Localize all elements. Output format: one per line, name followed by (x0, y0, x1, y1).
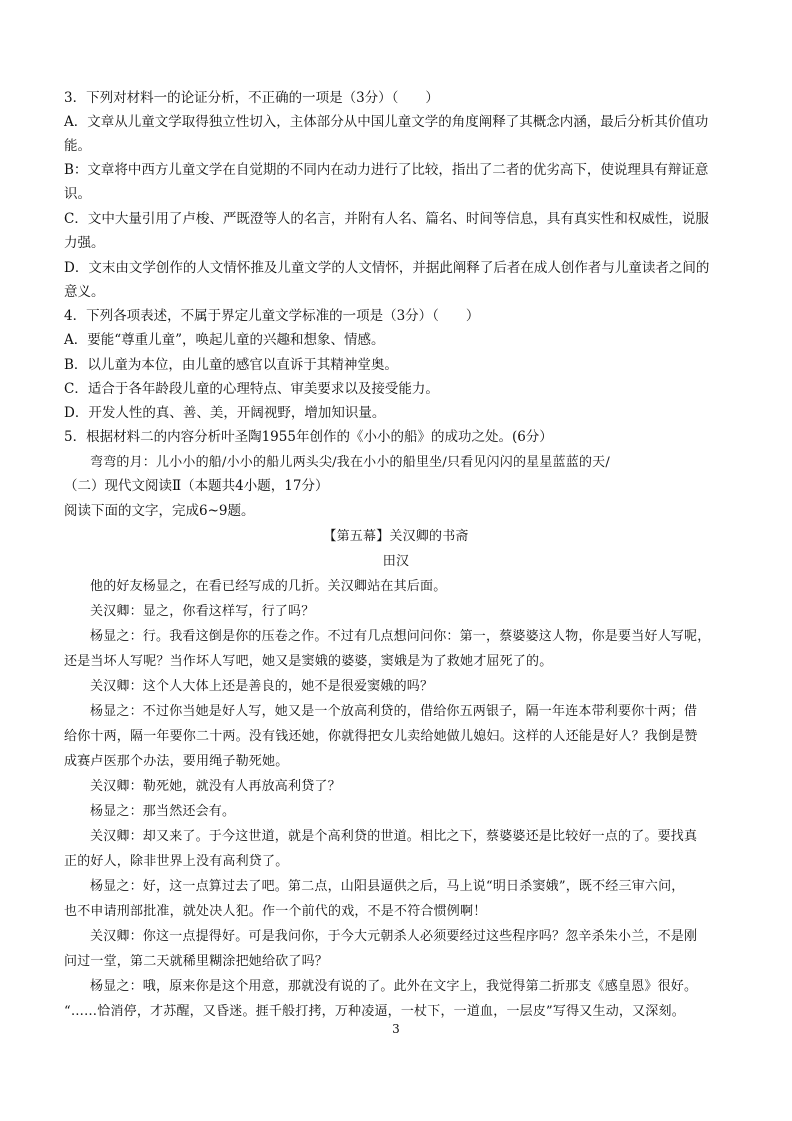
q5-stem: 5．根据材料二的内容分析叶圣陶1955年创作的《小小的船》的成功之处。(6分） (64, 429, 553, 445)
play-line: 正的好人，除非世界上没有高利贷了。 (64, 854, 289, 869)
q3-option-d-line1: D．文末由文学创作的人文情怀推及儿童文学的人文情怀，并据此阐释了后者在成人创作者与儿童读者之间的 (64, 260, 710, 276)
q3-option-b-line2: 识。 (64, 186, 91, 202)
q3-option-a-line1: A．文章从儿童文学取得独立性切入，主体部分从中国儿童文学的角度阐释了其概念内涵，最后分析其价值功 (64, 114, 709, 130)
q3-stem: 3．下列对材料一的论证分析，不正确的一项是（3分）（ ） (64, 90, 439, 106)
page-number: 3 (392, 1022, 400, 1036)
reading-instruction: 阅读下面的文字，完成6~9题。 (64, 503, 255, 519)
q5-poem: 弯弯的月：儿小小的船/小小的船儿两头尖/我在小小的船里坐/只看见闪闪的星星蓝蓝的天/ (90, 455, 610, 470)
q3-option-d-line2: 意义。 (64, 284, 105, 300)
q3-option-c-line1: C．文中大量引用了卢梭、严既澄等人的名言，并附有人名、篇名、时间等信息，具有真实性和权威性，说服 (64, 211, 709, 227)
play-line: 他的好友杨显之，在看已经写成的几折。关汉卿站在其后面。 (90, 579, 447, 594)
play-line: 杨显之：那当然还会有。 (90, 804, 236, 819)
play-line: 杨显之：行。我看这倒是你的压卷之作。不过有几点想问问你：第一，蔡婆婆这人物，你是要当好人写呢， (90, 629, 711, 644)
q4-option-d: D．开发人性的真、善、美，开阔视野，增加知识量。 (64, 405, 386, 421)
play-line: 杨显之：好，这一点算过去了吧。第二点，山阳县逼供之后，马上说“明日杀窦娥”，既不经三审六问， (90, 879, 685, 894)
q4-stem: 4．下列各项表述，不属于界定儿童文学标准的一项是（3分）（ ） (64, 308, 480, 324)
play-line: 问过一堂，第二天就稀里糊涂把她给砍了吗？ (64, 954, 329, 969)
q3-option-c-line2: 力强。 (64, 235, 105, 251)
play-line: 杨显之：哦，原来你是这个用意，那就没有说的了。此外在文字上，我觉得第二折那支《感皇恩》很好。 (90, 979, 698, 994)
play-line: 杨显之：不过你当她是好人写，她又是一个放高利贷的，借给你五两银子，隔一年连本带利要你十两；借 (90, 704, 698, 719)
play-line: 给你十两，隔一年要你二十两。没有钱还她，你就得把女儿卖给她做儿媳妇。这样的人还能是好人？我倒是赞 (64, 729, 698, 744)
play-line: 关汉卿：勒死她，就没有人再放高利贷了？ (90, 779, 341, 794)
q3-option-b-line1: B：文章将中西方儿童文学在自觉期的不同内在动力进行了比较，指出了二者的优劣高下，使说理具有辩证意 (64, 162, 709, 178)
play-line: 关汉卿：你这一点提得好。可是我问你，于今大元朝杀人必须要经过这些程序吗？忽辛杀朱小兰，不是刚 (90, 929, 698, 944)
q3-option-a-line2: 能。 (64, 138, 91, 154)
play-title: 【第五幕】关汉卿的书斋 (323, 529, 469, 544)
play-line: “……恰消停，才苏醒，又昏迷。捱千般打拷，万种凌逼，一杖下，一道血，一层皮”写得又生动，又深刻。 (64, 1004, 685, 1019)
q4-option-b: B．以儿童为本位，由儿童的感官以直诉于其精神堂奥。 (64, 357, 398, 373)
q4-option-a: A．要能“尊重儿童”，唤起儿童的兴趣和想象、情感。 (64, 332, 385, 348)
play-line: 关汉卿：却又来了。于今这世道，就是个高利贷的世道。相比之下，蔡婆婆还是比较好一点的了。要找真 (90, 829, 698, 844)
play-line: 关汉卿：显之，你看这样写，行了吗？ (90, 604, 315, 619)
play-line: 关汉卿：这个人大体上还是善良的，她不是很爱窦娥的吗？ (90, 679, 434, 694)
q4-option-c: C．适合于各年龄段儿童的心理特点、审美要求以及接受能力。 (64, 381, 439, 397)
play-author: 田汉 (382, 554, 410, 569)
play-line: 还是当坏人写呢？当作坏人写吧，她又是窦娥的婆婆，窦娥是为了救她才屈死了的。 (64, 654, 553, 669)
play-line: 成赛卢医那个办法，要用绳子勒死她。 (64, 754, 289, 769)
play-line: 也不申请刑部批准，就处决人犯。作一个前代的戏，不是不符合惯例啊！ (64, 904, 487, 919)
section-heading: （二）现代文阅读Ⅱ（本题共4小题，17分） (64, 478, 329, 494)
